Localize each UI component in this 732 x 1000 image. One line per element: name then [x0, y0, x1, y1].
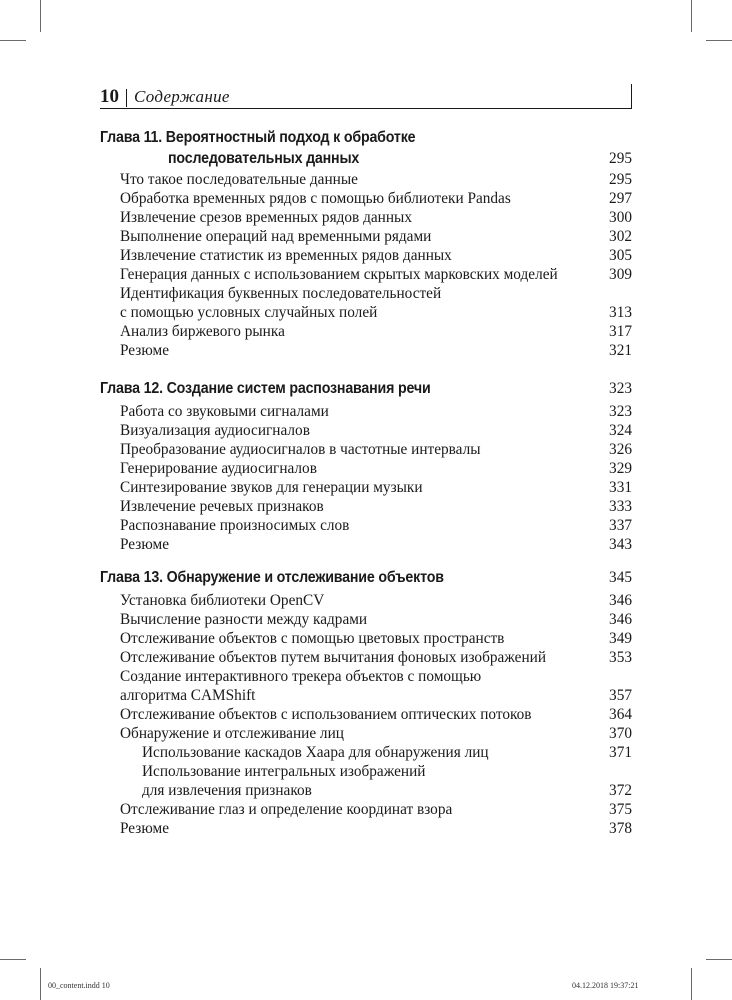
page-number: 10	[100, 86, 119, 107]
toc-entry-page: 357	[609, 687, 632, 704]
toc-entry[interactable]	[100, 341, 632, 360]
toc-entry[interactable]	[100, 648, 632, 667]
toc-entry-page: 349	[609, 630, 632, 647]
toc-entry-text: Создание интерактивного трекера объектов с помощью	[120, 668, 482, 685]
toc-entry-page: 323	[609, 403, 632, 420]
toc-entry-page: 337	[609, 517, 632, 534]
footer-filename: 00_content.indd 10	[48, 981, 110, 990]
toc-entry[interactable]	[100, 265, 632, 284]
chapter-11	[100, 128, 632, 360]
toc-entry[interactable]	[100, 535, 632, 554]
toc-entry-text: Отслеживание объектов с помощью цветовых пространств	[120, 630, 505, 647]
toc-entry[interactable]	[100, 208, 632, 227]
toc-entry-text: Извлечение срезов временных рядов данных	[120, 209, 412, 226]
toc-entry-text: Резюме	[120, 536, 170, 553]
toc-entry-text: Обработка временных рядов с помощью библиотеки Pandas	[120, 190, 511, 207]
chapter-title-row[interactable]	[100, 128, 632, 148]
toc-entry[interactable]	[100, 819, 632, 838]
toc-entry-text: Вычисление разности между кадрами	[120, 611, 368, 628]
crop-mark	[691, 0, 692, 32]
toc-entry-page: 309	[609, 266, 632, 283]
toc-entry[interactable]	[100, 724, 632, 743]
toc-entry-page: 346	[609, 592, 632, 609]
toc-entry-text: Преобразование аудиосигналов в частотные интервалы	[120, 441, 481, 458]
toc-entry-text: Отслеживание глаз и определение координат взора	[120, 801, 453, 818]
toc-entry[interactable]	[100, 686, 632, 705]
toc-entry-text: алгоритма CAMShift	[120, 687, 256, 704]
toc-entry[interactable]	[100, 303, 632, 322]
toc-entry-text: Работа со звуковыми сигналами	[120, 403, 329, 420]
toc-entry-page: 353	[609, 649, 632, 666]
toc-entry-text: Обнаружение и отслеживание лиц	[120, 725, 344, 742]
toc-entry[interactable]	[100, 322, 632, 341]
toc-entry[interactable]	[100, 227, 632, 246]
toc-entry-page: 313	[609, 304, 632, 321]
chapter-13	[100, 567, 632, 838]
chapter-title-row[interactable]	[100, 148, 632, 170]
toc-entry-text: для извлечения признаков	[142, 782, 312, 799]
toc-entry-page: 333	[609, 498, 632, 515]
chapter-title-row[interactable]	[100, 567, 632, 589]
toc-entry-text: с помощью условных случайных полей	[120, 304, 378, 321]
toc-entry-page: 324	[609, 422, 632, 439]
toc-entry-text: Идентификация буквенных последовательностей	[120, 285, 442, 302]
toc-entry-text: Отслеживание объектов путем вычитания фоновых изображений	[120, 649, 547, 666]
toc-entry-text: Генерирование аудиосигналов	[120, 460, 317, 477]
toc-entry-page: 375	[609, 801, 632, 818]
toc-entry[interactable]	[100, 516, 632, 535]
toc-entry-page: 371	[609, 744, 632, 761]
toc-entry[interactable]	[100, 440, 632, 459]
toc-entry[interactable]	[100, 402, 632, 421]
toc-entry-page: 300	[609, 209, 632, 226]
crop-mark	[691, 968, 692, 1000]
toc-entry-page: 346	[609, 611, 632, 628]
toc-entry-text: Установка библиотеки OpenCV	[120, 592, 325, 609]
crop-mark	[40, 968, 41, 1000]
toc-entry-text: Синтезирование звуков для генерации музыки	[120, 479, 423, 496]
toc-entry-text: Резюме	[120, 820, 170, 837]
crop-mark	[0, 959, 26, 960]
chapter-title-row[interactable]	[100, 378, 632, 400]
toc-entry[interactable]	[100, 497, 632, 516]
toc-entry-text: Анализ биржевого рынка	[120, 323, 285, 340]
toc-subentry[interactable]	[100, 762, 632, 781]
toc-entry[interactable]	[100, 591, 632, 610]
toc-entry[interactable]	[100, 610, 632, 629]
toc-entry-page: 321	[609, 342, 632, 359]
toc-entry[interactable]	[100, 459, 632, 478]
toc-entry-page: 295	[609, 171, 632, 188]
toc-entry[interactable]	[100, 246, 632, 265]
toc-entry-page: 364	[609, 706, 632, 723]
footer-timestamp: 04.12.2018 19:37:21	[572, 981, 639, 990]
header-rule-tick	[631, 84, 632, 108]
toc-entry-page: 370	[609, 725, 632, 742]
toc-entry-text: Извлечение речевых признаков	[120, 498, 324, 515]
toc-subentry[interactable]	[100, 781, 632, 800]
chapter-title: Глава 12. Создание систем распознавания речи	[100, 380, 431, 397]
toc-entry-page: 372	[609, 782, 632, 799]
chapter-page: 345	[609, 569, 632, 586]
toc-entry-text: Генерация данных с использованием скрытых марковских моделей	[120, 266, 558, 283]
crop-mark	[40, 0, 41, 32]
toc-entry[interactable]	[100, 284, 632, 303]
toc-entry-page: 302	[609, 228, 632, 245]
toc-entry[interactable]	[100, 800, 632, 819]
toc-entry-text: Что такое последовательные данные	[120, 171, 358, 188]
toc-entry-page: 305	[609, 247, 632, 264]
chapter-title: Глава 11. Вероятностный подход к обработке	[100, 129, 416, 146]
toc-entry-page: 326	[609, 441, 632, 458]
chapter-12	[100, 378, 632, 554]
toc-entry-text: Резюме	[120, 342, 170, 359]
header-divider	[126, 89, 127, 107]
toc-entry-text: Выполнение операций над временными рядами	[120, 228, 432, 245]
toc-entry-text: Визуализация аудиосигналов	[120, 422, 310, 439]
toc-entry[interactable]	[100, 629, 632, 648]
chapter-title: Глава 13. Обнаружение и отслеживание объектов	[100, 569, 444, 586]
toc-entry[interactable]	[100, 705, 632, 724]
toc-entry-page: 329	[609, 460, 632, 477]
chapter-title-continued: последовательных данных	[168, 150, 360, 167]
toc-entry[interactable]	[100, 667, 632, 686]
toc-entry[interactable]	[100, 189, 632, 208]
crop-mark	[0, 40, 26, 41]
toc-entry-text: Использование интегральных изображений	[142, 763, 426, 780]
chapter-page: 323	[609, 380, 632, 397]
header-rule	[100, 108, 632, 109]
toc-entry-page: 317	[609, 323, 632, 340]
toc-entry-page: 331	[609, 479, 632, 496]
toc-entry-text: Извлечение статистик из временных рядов данных	[120, 247, 452, 264]
chapter-page: 295	[609, 150, 632, 167]
toc-entry-text: Отслеживание объектов с использованием оптических потоков	[120, 706, 532, 723]
toc-entry-page: 297	[609, 190, 632, 207]
toc-entry-text: Использование каскадов Хаара для обнаружения лиц	[142, 744, 489, 761]
toc-entry[interactable]	[100, 421, 632, 440]
running-header	[100, 86, 632, 108]
toc-subentry[interactable]	[100, 743, 632, 762]
toc-entry[interactable]	[100, 170, 632, 189]
toc-entry-page: 378	[609, 820, 632, 837]
toc-entry[interactable]	[100, 478, 632, 497]
crop-mark	[706, 40, 732, 41]
header-title: Содержание	[134, 87, 230, 106]
toc-entry-text: Распознавание произносимых слов	[120, 517, 350, 534]
crop-mark	[706, 959, 732, 960]
toc-entry-page: 343	[609, 536, 632, 553]
